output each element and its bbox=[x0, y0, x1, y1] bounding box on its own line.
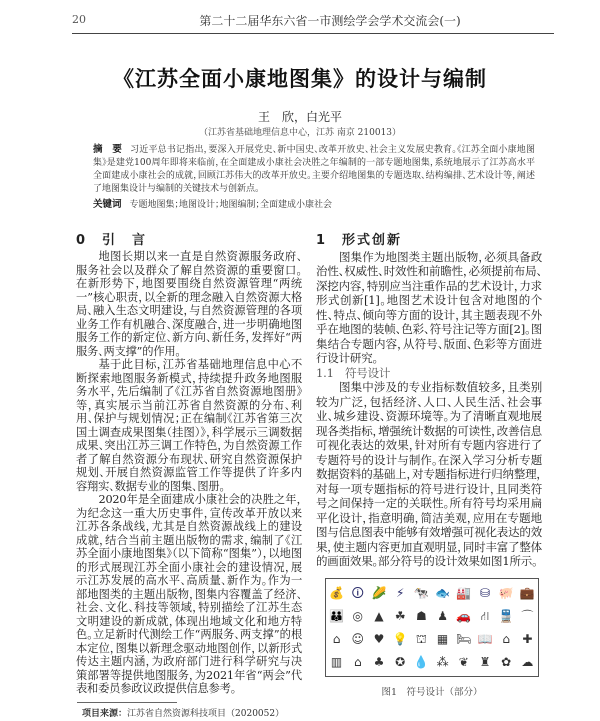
keywords-text: 专题地图集；地图设计；地图编制；全面建成小康社会 bbox=[129, 200, 333, 211]
paragraph: 2020年是全面建成小康社会的决胜之年，为纪念这一重大历史事件，宣传改革开放以来江苏各条战线，尤其是自然资源战线上的建设成就，结合当前主题出版物的需求，编制了《江苏全面小康地图集》（以下简称“图集”），以地图的形式展现江苏全面小康社会的建设情况，展示江苏发展的高水平、高质量、新作为。作为一部地图类的主题出版物，图集内容覆盖了经济、社会、文化、科技等领域，特别描绘了江苏生态文明建设的新成就，体现出地域文化和地方特色。立足新时代测绘工作“两服务、两支撑”的根本定位，图集以新理念驱动地图创作，以新形式传达主题内涵，为政府部门进行科学研究与决策部署等提供地图服务，为2021年省“两会”代表和委员参政议政提供信息参考。 bbox=[76, 493, 302, 695]
keywords-label: 关键词 bbox=[93, 199, 122, 211]
money-bag-icon: 💰 bbox=[329, 586, 345, 601]
running-header: 第二十二届华东六省一市测绘学会学术交流会(一) bbox=[199, 14, 461, 28]
cloud-rain-icon: ☁ bbox=[521, 654, 534, 669]
train-icon: 🚆 bbox=[498, 609, 514, 624]
tree-icon: ▲ bbox=[374, 609, 384, 624]
factory-icon: 🏭 bbox=[456, 586, 472, 601]
footnote-rule bbox=[77, 702, 177, 703]
section-heading-introduction: 0 引 言 bbox=[76, 233, 148, 248]
abstract-text: 习近平总书记指出，要深入开展党史、新中国史、改革开放史、社会主义发展史教育。《江苏全面小康地图集》是建党100周年即将来临前，在全面建成小康社会决胜之年编制的一部专题地图集，系统地展示了江苏高水平全面建成小康社会的成就，回顾江苏伟大的改革开放史。主要介绍地图集的专题选取、结构编排、艺术设计等，阐述了地图集设计与编制的关键技术与创新点。 bbox=[93, 145, 535, 195]
paragraph: 地图长期以来一直是自然资源服务政府、服务社会以及群众了解自然资源的重要窗口。在新形势下，地图要围绕自然资源管理“两统一”核心职责，以全新的理念融入自然资源大格局、融入生态文明建设，与自然资源管理的各项业务工作有机融合、深度融合，进一步明确地图服务工作的新定位、新方向、新任务，发挥好“两服务、两支撑”的作用。 bbox=[76, 250, 302, 358]
briefcase-icon: 💼 bbox=[519, 586, 535, 601]
cattle-icon: 🐄 bbox=[413, 586, 429, 601]
building-icon: ▦ bbox=[436, 631, 449, 646]
plant-bolt-icon: ⚡ bbox=[395, 586, 405, 601]
group-circle-icon: ◎ bbox=[352, 609, 364, 624]
fish-icon: 🐟 bbox=[435, 586, 451, 601]
lightbulb-icon: 💡 bbox=[392, 631, 408, 646]
abstract-block bbox=[93, 143, 535, 225]
shopping-icon: ♜ bbox=[479, 654, 491, 669]
houses-icon: ⌂ bbox=[332, 631, 341, 646]
bar-chart-icon: ▥ bbox=[330, 654, 343, 669]
leaf-icon: ❦ bbox=[458, 654, 469, 669]
left-column bbox=[76, 232, 302, 698]
family-icon: 👪 bbox=[329, 609, 345, 624]
bridge-icon: ⌒ bbox=[521, 609, 534, 624]
figure-symbol-grid bbox=[325, 578, 539, 677]
person-desk-icon: ♟ bbox=[437, 609, 448, 624]
paragraph: 图集中涉及的专业指标数值较多，且类别较为广泛，包括经济、人口、人民生活、社会事业、城乡建设、资源环境等。为了清晰直观地展现各类指标，增强统计数据的可读性，改善信息可视化表达的效果，针对所有专题内容进行了专题符号的设计与制作。在深入学习分析专题数据资料的基础上，对专题指标进行归纳整理，对每一项专题指标的符号进行设计，且同类符号之间保持一定的关联性。所有符号均采用扁平化设计，指意明确，简洁美观，应用在专题地图与信息图表中能够有效增强可视化表达的效果，使主题内容更加直观明显，同时丰富了整体的画面效果。部分符号的设计效果如图1所示。 bbox=[316, 380, 542, 569]
authors: 王 欣，白光平 bbox=[257, 110, 342, 124]
home-tag-icon: ⌂ bbox=[353, 654, 362, 669]
gear-flower-icon: ✿ bbox=[501, 654, 512, 669]
bed-icon: 🛏 bbox=[456, 631, 472, 646]
footnote bbox=[82, 706, 284, 719]
road-icon: ⛙ bbox=[480, 609, 490, 624]
section-heading-form-innovation: 1 形式创新 bbox=[316, 233, 403, 248]
paragraph: 基于此目标，江苏省基础地理信息中心不断探索地图服务新模式，持续提升政务地图服务水平，先后编制了《江苏省自然资源地图册》等，真实展示当前江苏省自然资源的分布、利用、保护与规划情况；正在编制《江苏省第三次国土调查成果图集（挂图）》，科学展示三调数据成果、突出江苏三调工作特色，为自然资源工作者了解自然资源分布现状、研究自然资源保护规划、开展自然资源监管工作等提供了许多内容翔实、数据专业的图集、图册。 bbox=[76, 358, 302, 493]
footnote-text: 江苏省自然资源科技项目（2020052） bbox=[127, 709, 285, 719]
hospital-icon: ✚ bbox=[522, 631, 533, 646]
people-group-icon: ☗ bbox=[416, 609, 427, 624]
child-icon: ☺ bbox=[351, 631, 365, 646]
paper-title: 《江苏全面小康地图集》的设计与编制 bbox=[113, 67, 487, 91]
paragraph: 图集作为地图类主题出版物，必须具备政治性、权威性、时效性和前瞻性，必须提前布局、深挖内容，特别应当注重作品的艺术设计，力求形式创新[1]。地图艺术设计包含对地图的个性、特点、倾向等方面的设计，其主题表现不外乎在地图的装帧、色彩、符号注记等方面[2]。图集结合专题内容，从符号、版面、色彩等方面进行设计研究。 bbox=[316, 250, 542, 366]
coins-icon: ⛁ bbox=[479, 586, 491, 601]
abstract-label: 摘 要 bbox=[93, 144, 123, 155]
house-icon: ⌂ bbox=[502, 631, 510, 646]
car-icon: 🚗 bbox=[456, 609, 472, 624]
person-info-icon: 🛈 bbox=[351, 586, 364, 601]
molecule-icon: ⁂ bbox=[436, 654, 449, 669]
hand-leaf-icon: ☘ bbox=[394, 609, 406, 624]
header-rule bbox=[72, 33, 554, 34]
subsection-heading-symbol-design: 1.1 符号设计 bbox=[316, 365, 391, 380]
medal-icon: ✪ bbox=[395, 654, 406, 669]
footnote-label: 项目来源： bbox=[82, 709, 128, 719]
affiliation: （江苏省基础地理信息中心，江苏 南京 210013） bbox=[198, 128, 402, 138]
keywords bbox=[93, 198, 535, 212]
abstract bbox=[93, 143, 535, 196]
right-column bbox=[316, 232, 542, 572]
school-icon: ⛫ bbox=[415, 631, 427, 646]
corn-icon: 🌽 bbox=[371, 586, 387, 601]
page-number: 20 bbox=[72, 13, 86, 26]
drop-icon: 💧 bbox=[413, 654, 429, 669]
forest-icon: ♣ bbox=[373, 654, 385, 669]
book-icon: 📖 bbox=[477, 631, 493, 646]
piggy-bank-icon: 🐖 bbox=[498, 586, 514, 601]
figure-caption: 图1 符号设计（部分） bbox=[381, 687, 483, 698]
heart-icon: ♥ bbox=[373, 631, 385, 646]
